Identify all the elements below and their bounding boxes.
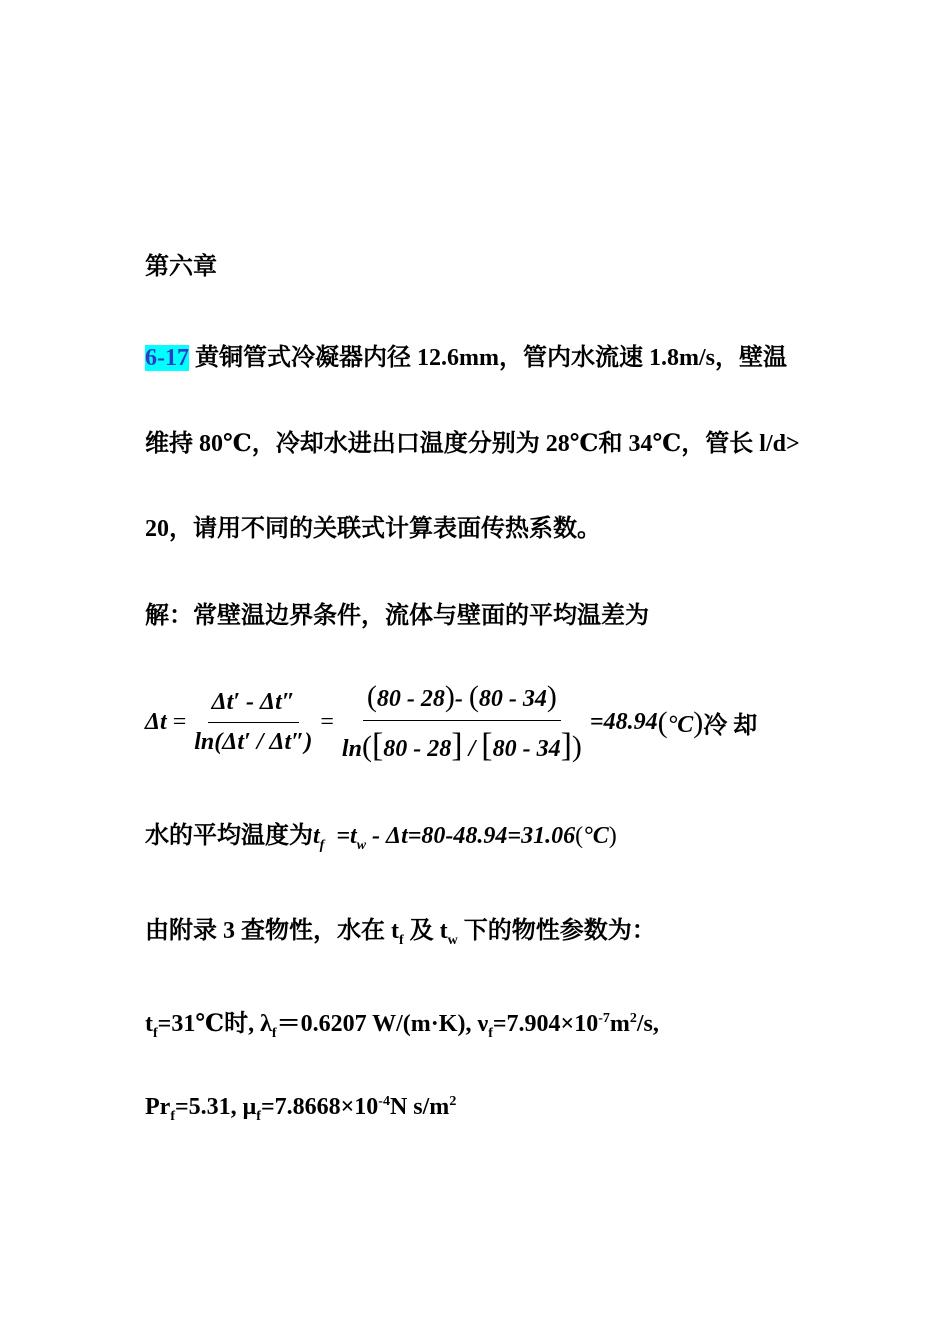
eq-unit: (°C) bbox=[657, 705, 704, 739]
equation-mean-temp-difference bbox=[145, 680, 763, 765]
mean-temperature-line bbox=[145, 815, 617, 853]
fraction-2-den-a: 80 - 28 bbox=[383, 736, 452, 762]
eq-lhs: Δt bbox=[145, 709, 167, 735]
chapter-title: 第六章 bbox=[145, 254, 217, 280]
fraction-2-den-b: 80 - 34 bbox=[492, 736, 561, 762]
fraction-1 bbox=[190, 689, 316, 756]
mean-temp-eq: $t_f =t_w - \Delta t=80-48.94=31.06(^\circ C)$ bbox=[313, 823, 617, 853]
eq-tail-text: 冷却 bbox=[703, 713, 764, 739]
problem-line-1 bbox=[145, 337, 787, 372]
properties-line-2: $Pr_f=5.31$, $\mu_f=7.8668\times 10^{-4}N$ $s/m^2$ bbox=[145, 1094, 457, 1124]
problem-text-1: 黄铜管式冷凝器内径 12.6mm，管内水流速 1.8m/s，壁温 bbox=[195, 345, 787, 371]
problem-line-3: 20，请用不同的关联式计算表面传热系数。 bbox=[145, 516, 601, 542]
fraction-2-denominator: ln([80 - 28] / [80 - 34]) bbox=[341, 727, 582, 764]
fraction-2-num-a: 80 - 28 bbox=[376, 686, 445, 712]
problem-number: 6-17 bbox=[145, 345, 189, 371]
eq-equals-2: = bbox=[320, 709, 334, 735]
fraction-2-num-b: 80 - 34 bbox=[478, 686, 547, 712]
eq-equals-1: = bbox=[166, 709, 187, 735]
solution-intro: 解：常壁温边界条件，流体与壁面的平均温差为 bbox=[145, 603, 649, 629]
fraction-1-denominator: ln(Δt′ / Δt″) bbox=[194, 729, 313, 755]
eq-result: =48.94 bbox=[589, 709, 658, 735]
fraction-2 bbox=[338, 680, 586, 765]
mean-temp-prefix: 水的平均温度为 bbox=[145, 823, 313, 849]
property-lookup-line: 由附录 3 查物性，水在 $t_f$ 及 $t_w$ 下的物性参数为： bbox=[145, 918, 656, 948]
problem-line-2: 维持 80℃，冷却水进出口温度分别为 28℃和 34℃，管长 l/d> bbox=[145, 431, 800, 457]
properties-line-1: $t_f=31℃$时, $\lambda_f=0.6207$ W/(m·K), $\nu_f=7.904\times 10^{-7}m^2/s$, bbox=[145, 1011, 659, 1041]
fraction-2-numerator: (80 - 28)- (80 - 34) bbox=[363, 680, 561, 721]
fraction-1-numerator: Δt′ - Δt″ bbox=[208, 689, 299, 723]
